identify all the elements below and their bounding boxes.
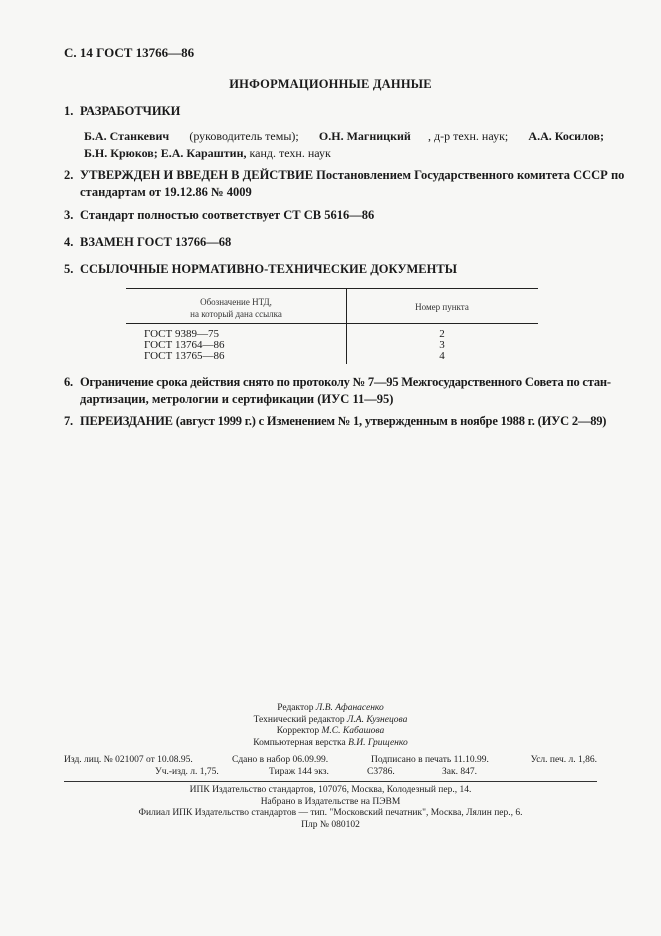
table-cell-item: 2 (439, 328, 445, 340)
developers-line-2 (84, 145, 604, 162)
table-cell-item: 4 (439, 350, 445, 362)
section-4-text: ВЗАМЕН ГОСТ 13766—68 (80, 235, 232, 249)
section-4-number: 4. (64, 235, 74, 249)
section-6-line-2: дартизации, метрологии и сертификации (ИУС 11—95) (80, 392, 394, 406)
developer-name: Б.А. Станкевич (84, 129, 170, 143)
developer-names: Б.Н. Крюков; Е.А. Караштин, (84, 146, 247, 160)
section-3-text: Стандарт полностью соответствует СТ СВ 5616—86 (80, 208, 375, 222)
developer-role: (руководитель темы); (186, 129, 302, 143)
order-number: Зак. 847. (442, 767, 477, 777)
section-3-number: 3. (64, 208, 74, 222)
table-cell-doc: ГОСТ 13765—86 (144, 350, 225, 362)
section-1-title: РАЗРАБОТЧИКИ (80, 104, 181, 118)
publisher-address: ИПК Издательство стандартов, 107076, Москва, Колодезный пер., 14. (189, 785, 472, 795)
page-title: ИНФОРМАЦИОННЫЕ ДАННЫЕ (229, 77, 432, 91)
credit-tech-editor: Технический редактор Л.А. Кузнецова (253, 714, 408, 725)
page-header: С. 14 ГОСТ 13766—86 (64, 45, 195, 60)
table-cell-item: 3 (439, 339, 445, 351)
section-4 (64, 235, 231, 250)
section-6-line-1: Ограничение срока действия снято по протоколу № 7—95 Межгосударственного Совета по стан- (80, 375, 611, 389)
credit-corrector: Корректор М.С. Кабашова (276, 726, 385, 736)
section-6-number: 6. (64, 375, 73, 389)
credit-editor: Редактор Л.В. Афанасенко (277, 703, 384, 713)
developer-degree: , д-р техн. наук; (428, 129, 512, 143)
order-code: С3786. (367, 767, 395, 777)
publisher-block (0, 785, 661, 831)
table-header-item: Номер пункта (415, 302, 469, 312)
section-7 (64, 414, 607, 429)
reference-table (126, 288, 538, 364)
header-line-1: Обозначение НТД, (200, 297, 272, 307)
credits-block (0, 703, 661, 749)
credit-layout: Компьютерная верстка В.И. Грищенко (253, 737, 408, 748)
table-top-rule (126, 288, 538, 289)
print-data-row-1 (64, 755, 597, 767)
section-6 (64, 375, 611, 407)
section-7-text: ПЕРЕИЗДАНИЕ (август 1999 г.) с Изменением № 1, утвержденным в ноябре 1988 г. (ИУС 2—89) (80, 414, 607, 428)
typeset-note: Набрано в Издательстве на ПЭВМ (260, 796, 401, 807)
imprint-divider (64, 781, 597, 782)
developer-degree: канд. техн. наук (246, 146, 331, 160)
table-header-document (126, 296, 346, 320)
section-5-text: ССЫЛОЧНЫЕ НОРМАТИВНО-ТЕХНИЧЕСКИЕ ДОКУМЕНТЫ (80, 262, 457, 276)
section-1-heading (64, 104, 180, 119)
print-run: Тираж 144 экз. (269, 767, 329, 777)
developer-name: О.Н. Магницкий (318, 129, 411, 143)
section-5 (64, 262, 457, 277)
section-2-line-2: стандартам от 19.12.86 № 4009 (80, 185, 252, 199)
pub-sheets: Уч.-изд. л. 1,75. (155, 767, 219, 777)
section-5-number: 5. (64, 262, 74, 276)
license: Изд. лиц. № 021007 от 10.08.95. (64, 755, 193, 765)
sent-to-set: Сдано в набор 06.09.99. (232, 755, 329, 765)
section-2 (64, 168, 625, 200)
developers-paragraph (84, 128, 604, 162)
section-7-number: 7. (64, 414, 73, 428)
header-line-2: на который дана ссылка (190, 309, 282, 319)
section-2-line-1: УТВЕРЖДЕН И ВВЕДЕН В ДЕЙСТВИЕ Постановлением Государственного комитета СССР по (80, 168, 625, 182)
section-3 (64, 208, 374, 223)
section-1-number: 1. (64, 104, 74, 118)
signed-to-print: Подписано в печать 11.10.99. (371, 755, 489, 765)
developer-name: А.А. Косилов; (528, 129, 604, 143)
print-sheets: Усл. печ. л. 1,86. (530, 755, 597, 765)
table-cell-doc: ГОСТ 13764—86 (144, 339, 225, 351)
section-2-number: 2. (64, 168, 74, 182)
table-cell-doc: ГОСТ 9389—75 (144, 328, 219, 340)
developers-line-1 (84, 128, 604, 145)
printing-branch: Филиал ИПК Издательство стандартов — тип. "Московский печатник", Москва, Лялин пер., 6. (138, 808, 523, 818)
print-data-row-2 (64, 767, 597, 779)
table-header-rule (126, 323, 538, 324)
plr-number: Плр № 080102 (301, 819, 360, 830)
